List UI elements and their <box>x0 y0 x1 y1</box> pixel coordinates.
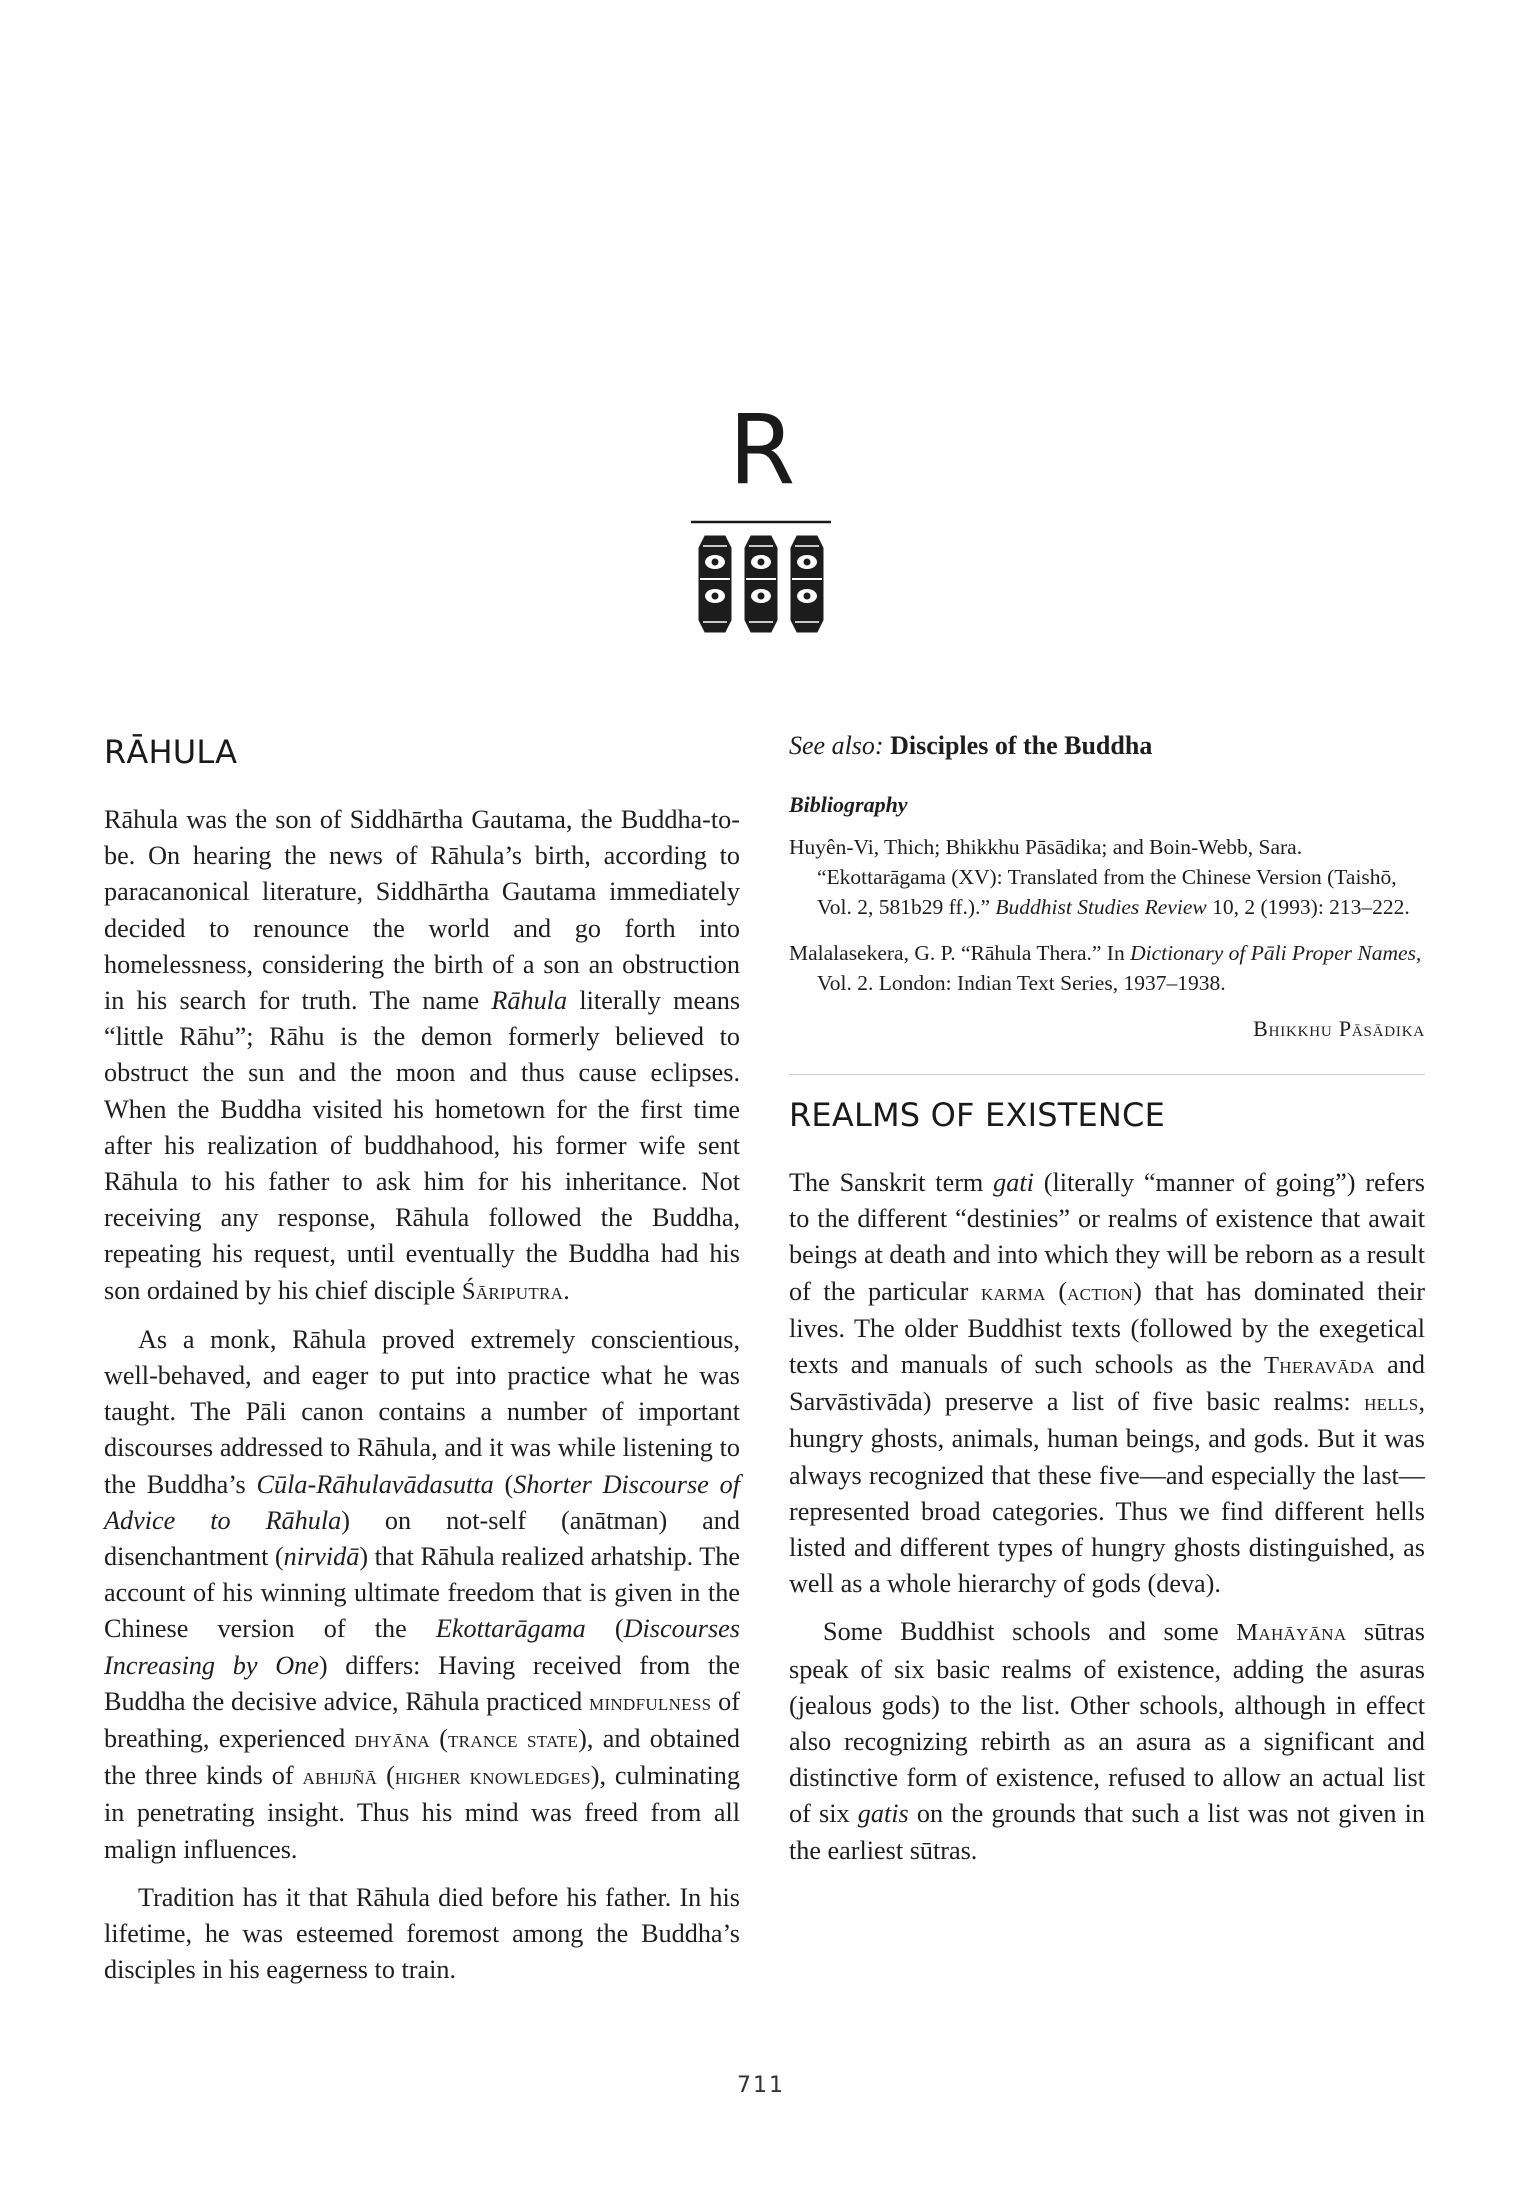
text-run: ( <box>493 1469 514 1499</box>
italic-text: Buddhist Studies Review <box>995 895 1207 919</box>
text-run: Tradition has it that Rāhula died before his father. In his lifetime, he was esteemed foremost among the Buddha’s disciples in his eagerness to train. <box>104 1882 740 1985</box>
realms-paragraph <box>789 1614 1425 1868</box>
text-run: Vol. 2. London: Indian Text Series, 1937–1938. <box>817 971 1226 995</box>
section-ornament-icon <box>691 520 831 645</box>
realms-paragraph <box>789 1165 1425 1602</box>
rahula-paragraph <box>104 802 740 1310</box>
text-run: ( <box>585 1614 624 1644</box>
text-run: ) on not-self (anātman) and disenchantment ( <box>104 1505 740 1572</box>
page-number: 711 <box>737 2073 785 2098</box>
cross-reference: higher knowledges <box>394 1763 591 1791</box>
see-also <box>789 728 1425 764</box>
text-run: ) that Rāhula realized arhatship. The account of his winning ultimate freedom that is given in the Chinese version of the <box>104 1542 740 1644</box>
realms-entry-title: REALMS OF EXISTENCE <box>789 1096 1165 1134</box>
text-run: ( <box>429 1724 448 1754</box>
text-run: ) differs: Having received from the Buddha the decisive advice, Rāhula practiced <box>104 1650 740 1716</box>
text-run: Malalasekera, G. P. “Rāhula Thera.” In <box>789 941 1131 965</box>
author-signature: Bhikkhu Pāsādika <box>1253 1016 1425 1041</box>
cross-reference: hells <box>1364 1389 1419 1417</box>
entry-divider <box>789 1074 1425 1075</box>
text-run: (literally “manner of going”) refers to the different “destinies” or realms of existence that await beings at death and into which they will be reborn as a result of the particular <box>789 1168 1426 1306</box>
text-run: . <box>563 1275 570 1305</box>
cross-reference: Theravāda <box>1263 1352 1375 1380</box>
italic-text: gati <box>993 1168 1034 1197</box>
see-also-link[interactable]: Disciples of the Buddha <box>890 731 1153 760</box>
cross-reference: karma <box>980 1278 1046 1306</box>
text-run: 10, 2 (1993): 213–222. <box>1206 895 1410 919</box>
italic-text: Cūla-Rāhulavādasutta <box>256 1469 494 1499</box>
left-column <box>104 728 740 1989</box>
italic-text: Rāhula <box>491 986 568 1016</box>
italic-text: Ekottarāgama <box>435 1614 586 1644</box>
text-run: Some Buddhist schools and some <box>823 1617 1237 1647</box>
italic-text: Dictionary of Pāli Proper Names, <box>1130 941 1422 965</box>
see-also-label: See also: <box>789 731 884 760</box>
text-run: of breathing, experienced <box>104 1686 740 1754</box>
text-run: and Sarvāstivāda) preserve a list of five basic realms: <box>789 1350 1425 1417</box>
text-run: sūtras speak of six basic realms of existence, adding the asuras (jealous gods) to the list. Other schools, although in effect also recognizing rebirth as an asura as a significant and distinctive form of existence, refused to allow an actual list of six <box>789 1617 1425 1829</box>
text-run: ) that has dominated their lives. The older Buddhist texts (followed by the exegetical texts and manuals of such schools as the <box>789 1276 1425 1380</box>
text-run: ), and obtained the three kinds of <box>104 1724 740 1791</box>
text-run: ( <box>377 1761 395 1791</box>
text-run: Huyên-Vi, Thich; Bhikkhu Pāsādika; and Boin-Webb, Sara. “Ekottarāgama (XV): Translated from the Chinese Version (Taishō, Vol. 2, 581b29 ff.).” <box>789 835 1397 919</box>
bibliography-entry <box>789 938 1425 998</box>
text-run: , hungry ghosts, animals, human beings, and gods. But it was always recognized that these five—and especially the last—represented broad categories. Thus we find different hells listed and different types of hungry ghosts distinguished, as well as a whole hierarchy of gods (deva). <box>789 1387 1425 1599</box>
text-run: Rāhula was the son of Siddhārtha Gautama, the Buddha-to-be. On hearing the news of Rāhula’s birth, according to paracanonical literature, Siddhārtha Gautama immediately decided to renounce the world and go forth into homelessness, considering the birth of a son an obstruction in his search for truth. The name <box>104 805 740 1016</box>
text-run: As a monk, Rāhula proved extremely conscientious, well-behaved, and eager to put into practice what he was taught. The Pāli canon contains a number of important discourses addressed to Rāhula, and it was while listening to the Buddha’s <box>104 1324 740 1499</box>
text-run: on the grounds that such a list was not given in the earliest sūtras. <box>789 1799 1426 1865</box>
italic-text: nirvidā <box>283 1542 360 1572</box>
rahula-paragraph <box>104 1322 740 1868</box>
cross-reference: trance state <box>448 1726 579 1754</box>
text-run: ), culminating in penetrating insight. Thus his mind was freed from all malign influences. <box>104 1761 740 1864</box>
cross-reference: dhyāna <box>354 1726 430 1754</box>
bibliography-entry <box>789 832 1425 922</box>
italic-text: gatis <box>857 1799 909 1829</box>
rahula-entry-title: RĀHULA <box>104 733 238 771</box>
cross-reference: abhijñā <box>302 1763 378 1791</box>
cross-reference: Mahāyāna <box>1236 1619 1347 1647</box>
rahula-paragraph <box>104 1880 740 1989</box>
cross-reference: action <box>1067 1278 1134 1306</box>
italic-text: Shorter Discourse of Advice to Rāhula <box>104 1469 740 1535</box>
text-run: ( <box>1045 1276 1068 1306</box>
text-run: The Sanskrit term <box>789 1168 994 1197</box>
bibliography-heading: Bibliography <box>789 792 908 817</box>
italic-text: Discourses Increasing by One <box>104 1614 740 1680</box>
right-column <box>789 728 1425 1869</box>
text-run: literally means “little Rāhu”; Rāhu is the demon formerly believed to obstruct the sun and the moon and thus cause eclipses. When the Buddha visited his hometown for the first time after his realization of buddhahood, his former wife sent Rāhula to his father to ask him for his inheritance. Not receiving any response, Rāhula followed the Buddha, repeating his request, until eventually the Buddha had his son ordained by his chief disciple <box>104 986 741 1305</box>
section-letter: R <box>728 394 794 506</box>
cross-reference: Śāriputra <box>461 1277 564 1305</box>
cross-reference: mindfulness <box>589 1688 712 1716</box>
